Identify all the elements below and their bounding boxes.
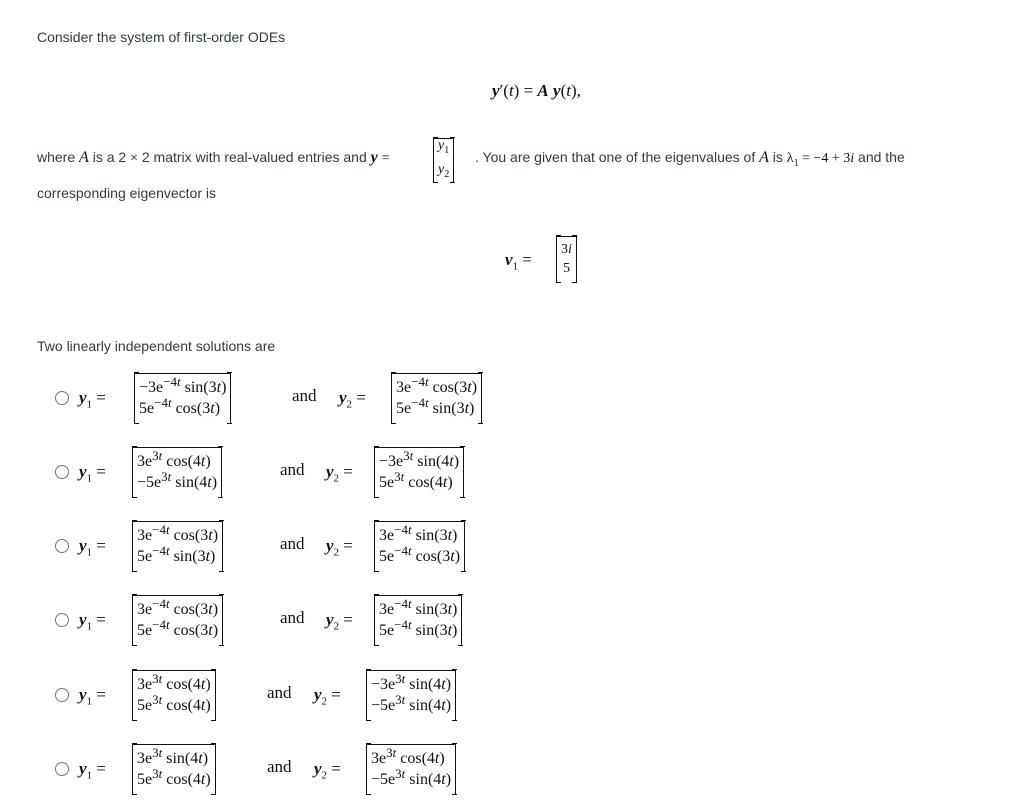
intro-text: Consider the system of first-order ODEs [37, 29, 286, 45]
and-word: and [267, 683, 292, 702]
and-word: and [280, 534, 305, 553]
y1-matrix [132, 447, 222, 497]
matrix-entry: $3e^{3t}$ cos(4t) [137, 448, 211, 470]
matrix-entry: $3e^{3t}$ sin(4t) [137, 745, 209, 767]
y2-label: $y_2$ = [314, 685, 341, 708]
y1-label: $y_1$ = [79, 536, 106, 559]
option-radio-5[interactable] [55, 688, 69, 702]
option-radio-3[interactable] [55, 539, 69, 553]
given-text: . You are given that one of the eigenvalues of A is $\lambda_1 = -4 + 3i$ and the [475, 149, 905, 169]
and-word: and [280, 608, 305, 627]
matrix-entry: $-5e^{3t}$ sin(4t) [371, 692, 452, 714]
matrix-entry: $-5e^{3t}$ sin(4t) [137, 469, 218, 491]
where-text: where A is a 2 × 2 matrix with real-valued entries and y = [37, 149, 390, 166]
matrix-entry: $-5e^{3t}$ sin(4t) [371, 766, 452, 788]
eigenvector-label: $v_1$ = [505, 250, 532, 273]
y2-matrix [366, 744, 456, 794]
y1-matrix [134, 373, 231, 423]
matrix-entry: $5e^{-4t}$ cos(3t) [379, 543, 461, 565]
y1-label: $y_1$ = [79, 610, 106, 633]
and-word: and [267, 757, 292, 776]
y1-label: $y_1$ = [79, 685, 106, 708]
y1-label: $y_1$ = [79, 388, 106, 411]
y1-label: $y_1$ = [79, 759, 106, 782]
y2-matrix [374, 521, 465, 571]
y2-label: $y_2$ = [339, 388, 366, 411]
matrix-entry: $3e^{-4t}$ sin(3t) [379, 522, 458, 544]
matrix-entry: $-3e^{3t}$ sin(4t) [371, 671, 452, 693]
option-radio-2[interactable] [55, 465, 69, 479]
y1-matrix [132, 521, 223, 571]
matrix-entry: $5e^{-4t}$ cos(3t) [137, 617, 219, 639]
y2-matrix [374, 595, 462, 645]
and-word: and [292, 386, 317, 405]
y1-matrix [132, 670, 216, 720]
y2-matrix [391, 373, 482, 423]
system-equation: y′(t) = A y(t), [492, 81, 581, 100]
y2-label: $y_2$ = [326, 462, 353, 485]
option-radio-1[interactable] [55, 391, 69, 405]
matrix-entry: $5e^{-4t}$ sin(3t) [137, 543, 216, 565]
y1-label: $y_1$ = [79, 462, 106, 485]
corresponding-text: corresponding eigenvector is [37, 185, 216, 201]
matrix-entry: $3e^{-4t}$ sin(3t) [379, 596, 458, 618]
y-vector: $y_1$ $y_2$ [433, 138, 454, 182]
matrix-entry: $3e^{3t}$ cos(4t) [371, 745, 445, 767]
y2-label: $y_2$ = [326, 536, 353, 559]
matrix-entry: $3e^{3t}$ cos(4t) [137, 671, 211, 693]
matrix-entry: $3e^{-4t}$ cos(3t) [137, 522, 219, 544]
matrix-entry: $-3e^{-4t}$ sin(3t) [139, 374, 227, 396]
y1-matrix [132, 744, 216, 794]
y2-label: $y_2$ = [314, 759, 341, 782]
matrix-entry: $5e^{-4t}$ sin(3t) [379, 617, 458, 639]
option-radio-4[interactable] [55, 613, 69, 627]
matrix-entry: $5e^{3t}$ cos(4t) [137, 766, 211, 788]
matrix-entry: $5e^{3t}$ cos(4t) [137, 692, 211, 714]
matrix-entry: $5e^{-4t}$ sin(3t) [396, 395, 475, 417]
matrix-entry: $3e^{-4t}$ cos(3t) [396, 374, 478, 396]
solutions-heading: Two linearly independent solutions are [37, 338, 276, 354]
y1-matrix [132, 595, 223, 645]
y2-label: $y_2$ = [326, 610, 353, 633]
y2-matrix [366, 670, 456, 720]
matrix-entry: $-3e^{3t}$ sin(4t) [379, 448, 460, 470]
matrix-entry: $5e^{-4t}$ cos(3t) [139, 395, 221, 417]
matrix-entry: $5e^{3t}$ cos(4t) [379, 469, 453, 491]
and-word: and [280, 460, 305, 479]
y2-matrix [374, 447, 464, 497]
matrix-entry: $3e^{-4t}$ cos(3t) [137, 596, 219, 618]
eigenvector-matrix: 3i 5 [556, 236, 577, 282]
option-radio-6[interactable] [55, 762, 69, 776]
